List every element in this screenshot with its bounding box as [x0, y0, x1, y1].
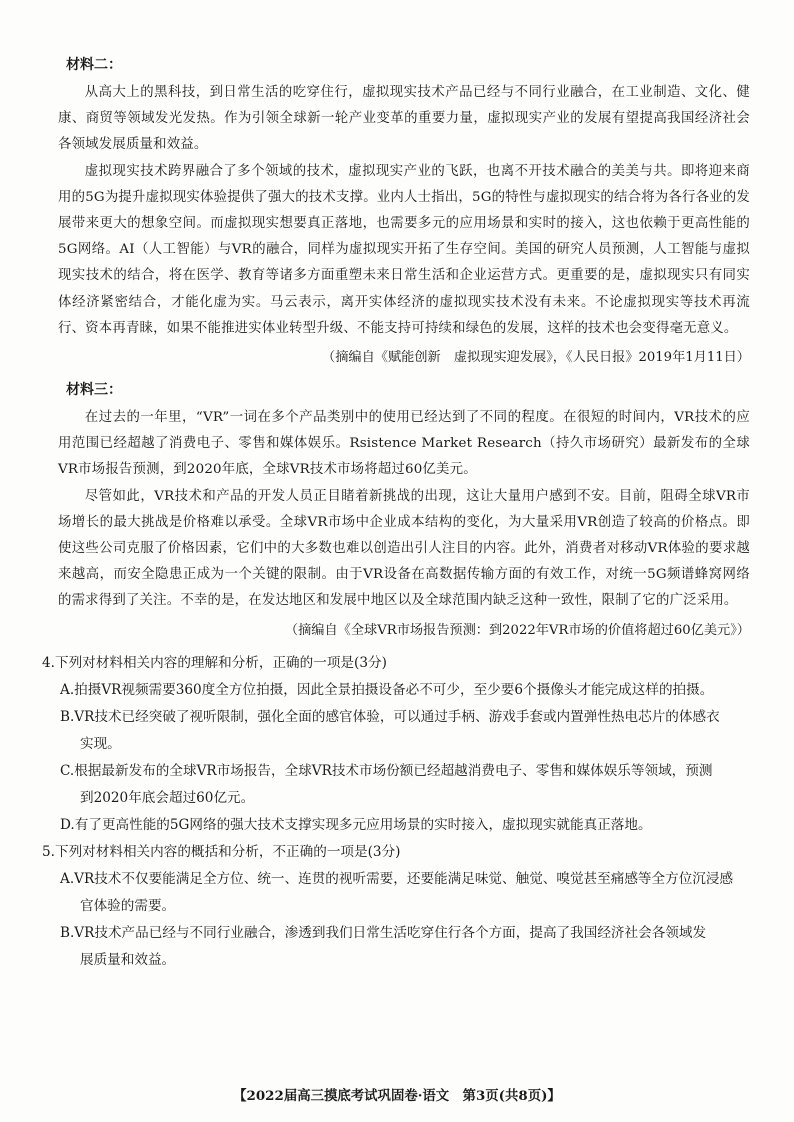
material3-paragraph-1: 在过去的一年里，“VR”一词在多个产品类别中的使用已经达到了不同的程度。在很短的时间内，VR技术的应用范围已经超越了消费电子、零售和媒体娱乐。Rsistence Market Research（持久市场研究）最新发布的全球VR市场报告预测，到2020年底，全球VR技术市场将超过60亿美元。 [58, 410, 750, 478]
option-text-continued: 实现。 [80, 735, 121, 752]
material2-paragraph-2: 虚拟现实技术跨界融合了多个领域的技术，虚拟现实产业的飞跃，也离不开技术融合的美美与共。即将迎来商用的5G为提升虚拟现实体验提供了强大的技术支撑。业内人士指出，5G的特性与虚拟现实的结合将为各行各业的发展带来更大的想象空间。而虚拟现实想要真正落地，也需要多元的应用场景和实时的接入，这也依赖于更高性能的5G网络。AI（人工智能）与VR的融合，同样为虚拟现实开拓了生存空间。美国的研究人员预测，人工智能与虚拟现实技术的结合，将在医学、教育等诸多方面重塑未来日常生活和企业运营方式。更重要的是，虚拟现实只有同实体经济紧密结合，才能化虚为实。马云表示，离开实体经济的虚拟现实技术没有未来。不论虚拟现实等技术再流行、资本再青睐，如果不能推进实体业转型升级、不能支持可持续和绿色的发展，这样的技术也会变得毫无意义。 [58, 163, 750, 336]
option-text-continued: 展质量和效益。 [80, 951, 176, 968]
question-4-option-c [58, 758, 750, 812]
question-5-option-a [58, 866, 750, 920]
option-text: B.VR技术产品已经与不同行业融合，渗透到我们日常生活吃穿住行各个方面，提高了我国经济社会各领域发 [60, 924, 707, 941]
page-footer: 【2022届高三摸底考试巩固卷·语文 第3页(共8页)】 [233, 1088, 561, 1104]
material3-source: （摘编自《全球VR市场报告预测：到2022年VR市场的价值将超过60亿美元》） [284, 622, 750, 638]
question-4-option-a [58, 677, 750, 704]
material3-heading: 材料三： [66, 382, 122, 399]
material3-paragraph-2: 尽管如此，VR技术和产品的开发人员正目睹着新挑战的出现，这让大量用户感到不安。目前，阻碍全球VR市场增长的最大挑战是价格难以承受。全球VR市场中企业成本结构的变化，为大量采用VR创造了较高的价格点。即使这些公司克服了价格因素，它们中的大多数也难以创造出引人注目的内容。此外，消费者对移动VR体验的要求越来越高，而安全隐患正成为一个关键的限制。由于VR设备在高数据传输方面的有效工作，对统一5G频谱蜂窝网络的需求得到了关注。不幸的是，在发达地区和发展中地区以及全球范围内缺乏这种一致性，限制了它的广泛采用。 [58, 488, 750, 609]
option-text-continued: 到2020年底会超过60亿元。 [80, 789, 255, 806]
question-4-option-d [58, 812, 750, 839]
question-4-stem: 4.下列对材料相关内容的理解和分析，正确的一项是(3分) [42, 654, 387, 671]
material2-source: （摘编自《赋能创新 虚拟现实迎发展》，《人民日报》2019年1月11日） [322, 350, 750, 366]
option-text: C.根据最新发布的全球VR市场报告，全球VR技术市场份额已经超越消费电子、零售和媒体娱乐等领域，预测 [60, 762, 713, 779]
material2-paragraph-1: 从高大上的黑科技，到日常生活的吃穿住行，虚拟现实技术产品已经与不同行业融合，在工业制造、文化、健康、商贸等领域发光发热。作为引领全球新一轮产业变革的重要力量，虚拟现实产业的发展有望提高我国经济社会各领域发展质量和效益。 [58, 85, 750, 153]
option-text: D.有了更高性能的5G网络的强大技术支撑实现多元应用场景的实时接入，虚拟现实就能真正落地。 [60, 816, 652, 833]
question-4-option-b [58, 704, 750, 758]
option-text: B.VR技术已经突破了视听限制，强化全面的感官体验，可以通过手柄、游戏手套或内置弹性热电芯片的体感衣 [60, 708, 720, 725]
option-text: A.VR技术不仅要能满足全方位、统一、连贯的视听需要，还要能满足味觉、触觉、嗅觉甚至痛感等全方位沉浸感 [60, 870, 734, 887]
page-content [42, 52, 750, 974]
material2-heading: 材料二： [66, 57, 122, 73]
question-5-stem: 5.下列对材料相关内容的概括和分析，不正确的一项是(3分) [42, 843, 401, 860]
option-text-continued: 官体验的需要。 [80, 897, 176, 914]
option-text: A.拍摄VR视频需要360度全方位拍摄，因此全景拍摄设备必不可少，至少要6个摄像头才能完成这样的拍摄。 [60, 681, 714, 698]
question-5-option-b [58, 920, 750, 974]
